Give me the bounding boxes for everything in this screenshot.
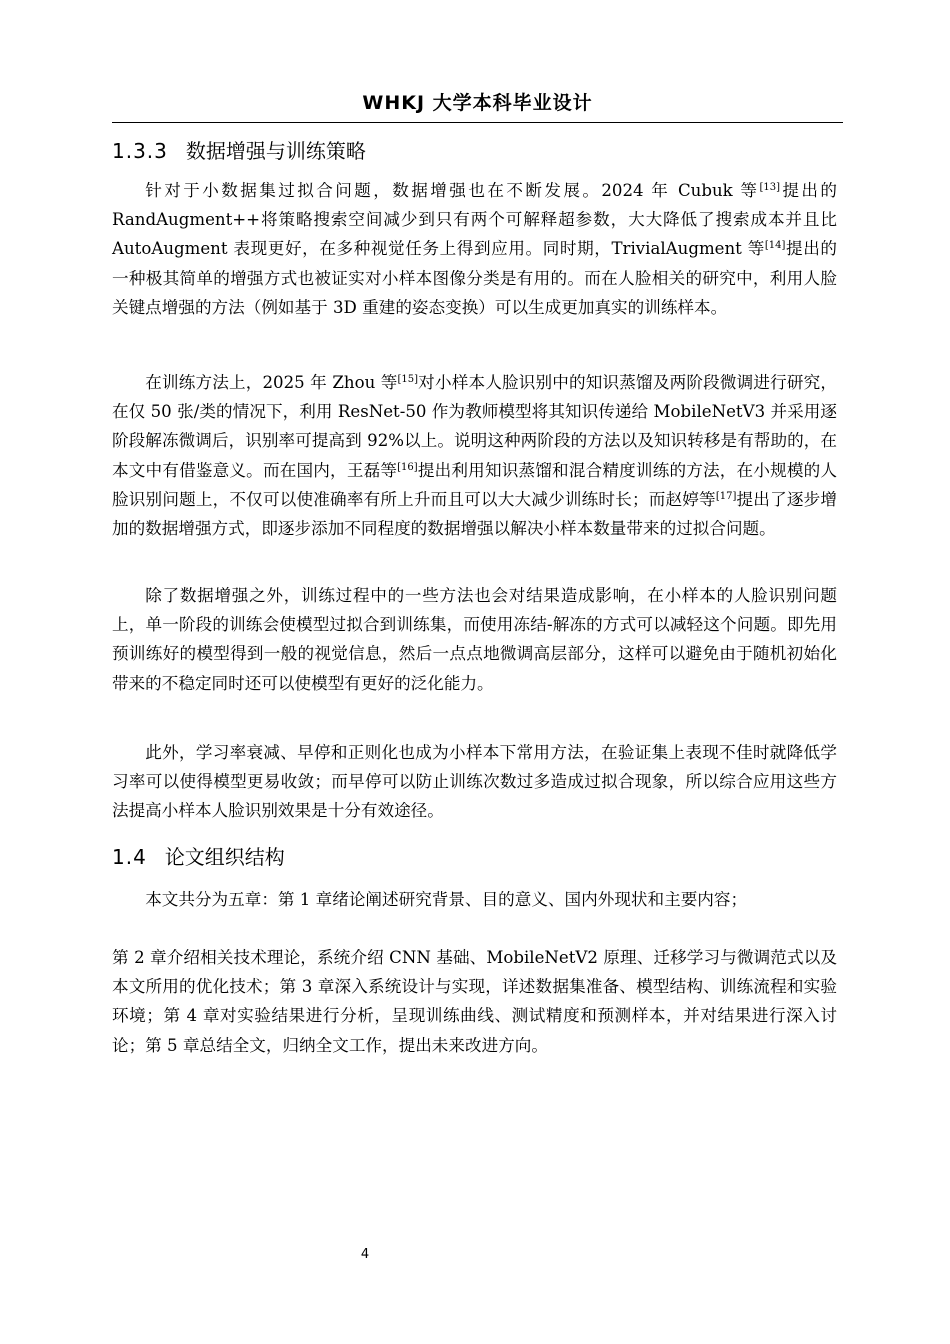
- citation-16: [16]: [397, 461, 418, 473]
- paragraph-structure-intro: 本文共分为五章：第 1 章绪论阐述研究背景、目的意义、国内外现状和主要内容；: [145, 890, 748, 909]
- citation-17: [17]: [715, 490, 737, 502]
- page-number: 4: [360, 1247, 370, 1262]
- citation-13: [13]: [759, 182, 780, 193]
- text-run: 提出的 RandAugment++将策略搜索空间减少到只有两个可解释超参数，大大降低了搜索成本并且比 AutoAugment 表现更好，在多种视觉任务上得到应用。同时期，TrivialAugment 等: [112, 181, 837, 259]
- citation-14: [14]: [764, 240, 786, 252]
- page-header: [112, 88, 843, 123]
- paragraph-training-methods: [112, 368, 837, 543]
- section-title: 论文组织结构: [164, 845, 285, 869]
- text-run: 提出的一种极其简单的增强方式也被证实对小样本图像分类是有用的。而在人脸相关的研究中，利用人脸关键点增强的方法（例如基于 3D 重建的姿态变换）可以生成更加真实的训练样本。: [112, 239, 837, 317]
- section-heading-1-3-3: [112, 136, 366, 166]
- paragraph-structure-chapters: 第 2 章介绍相关技术理论，系统介绍 CNN 基础、MobileNetV2 原理、迁移学习与微调范式以及本文所用的优化技术；第 3 章深入系统设计与实现，详述数据集准备、模型结构、训练流程和实验环境；第 4 章对实验结果进行分析，呈现训练曲线、测试精度和预测样本，并对结果进行深入讨论；第 5 章总结全文，归纳全文工作，提出未来改进方向。: [112, 948, 837, 1055]
- paragraph-data-augmentation: [112, 176, 837, 322]
- section-number: 1.3.3: [112, 139, 168, 163]
- header-title: WHKJ 大学本科毕业设计: [362, 92, 593, 114]
- section-heading-1-4: [112, 842, 285, 872]
- text-run: 针对于小数据集过拟合问题，数据增强也在不断发展。2024 年 Cubuk 等: [145, 181, 760, 200]
- paragraph-freeze-unfreeze: 除了数据增强之外，训练过程中的一些方法也会对结果造成影响，在小样本的人脸识别问题上，单一阶段的训练会使模型过拟合到训练集，而使用冻结-解冻的方式可以减轻这个问题。即先用预训练好的模型得到一般的视觉信息，然后一点点地微调高层部分，这样可以避免由于随机初始化带来的不稳定同时还可以使模型有更好的泛化能力。: [112, 586, 837, 693]
- citation-15: [15]: [397, 374, 419, 385]
- paragraph-regularization: 此外，学习率衰减、早停和正则化也成为小样本下常用方法，在验证集上表现不佳时就降低学习率可以使得模型更易收敛；而早停可以防止训练次数过多造成过拟合现象，所以综合应用这些方法提高小样本人脸识别效果是十分有效途径。: [112, 743, 837, 821]
- text-run: 提出了逐步增加的数据增强方式，即逐步添加不同程度的数据增强以解决小样本数量带来的过拟合问题。: [112, 489, 837, 539]
- text-run: 在训练方法上，2025 年 Zhou 等: [145, 373, 398, 392]
- text-run: 提出利用知识蒸馏和混合精度训练的方法，在小规模的人脸识别问题上，不仅可以使准确率有所上升而且可以大大减少训练时长；而赵婷等: [112, 460, 838, 509]
- section-title: 数据增强与训练策略: [185, 139, 366, 163]
- section-number: 1.4: [112, 845, 147, 869]
- text-run: 对小样本人脸识别中的知识蒸馏及两阶段微调进行研究，在仅 50 张/类的情况下，利用 ResNet-50 作为教师模型将其知识传递给 MobileNetV3 并采用逐阶段解冻微调后，识别率可提高到 92%以上。说明这种两阶段的方法以及知识转移是有帮助的，在本文中有借鉴意义。而在国内，王磊等: [112, 373, 838, 480]
